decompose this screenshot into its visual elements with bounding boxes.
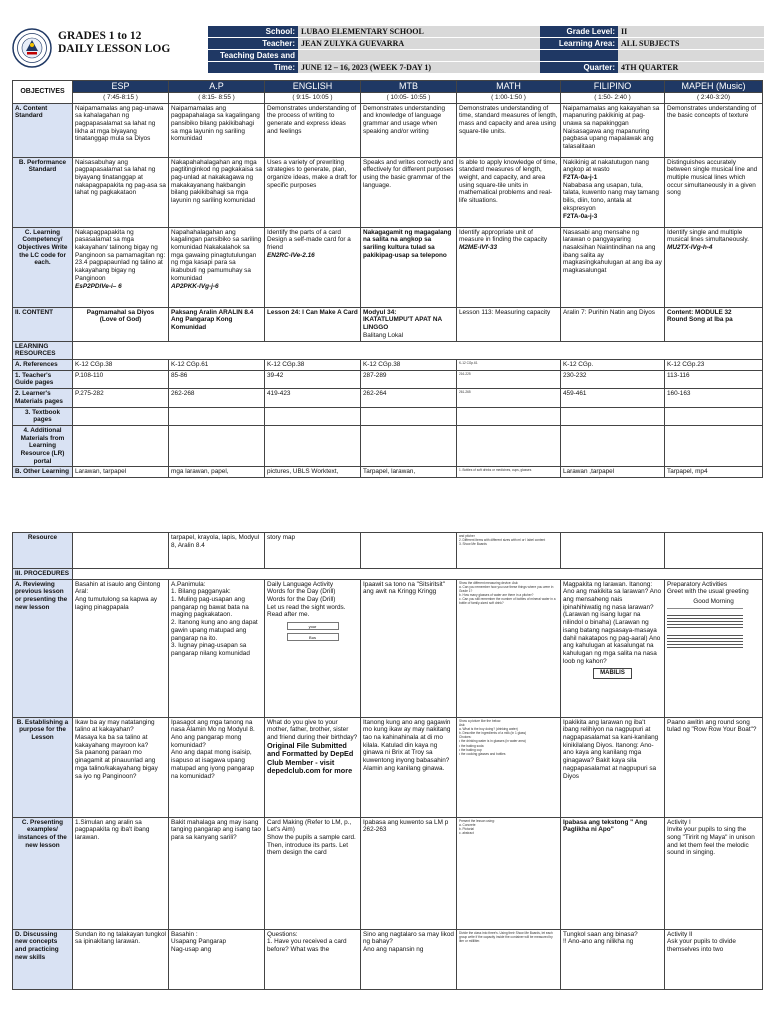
cell: pictures, UBLS Worktext,: [265, 467, 361, 478]
cell: [265, 227, 361, 307]
cell: [561, 407, 665, 425]
cell: Larawan, tarpapel: [73, 467, 169, 478]
word-box: MABILIS: [593, 668, 632, 679]
cell: [169, 407, 265, 425]
row-label: B. Performance Standard: [13, 157, 73, 227]
objectives-header: OBJECTIVES: [13, 81, 73, 104]
school-label: School:: [208, 26, 298, 38]
cell: story map: [265, 533, 361, 569]
cell: Demonstrates understanding of the basic concepts of texture: [665, 103, 763, 157]
cell: 261-265: [457, 389, 561, 407]
discussing-row: [13, 929, 763, 989]
cell: [561, 157, 665, 227]
cell: [561, 227, 665, 307]
cell: [561, 425, 665, 466]
row-label: Resource: [13, 533, 73, 569]
content-row: [13, 307, 763, 341]
lesson-table-bottom: [12, 532, 763, 990]
cell: [665, 407, 763, 425]
cell: K-12 CGp.38: [265, 360, 361, 371]
row-label: 4. Additional Materials from Learning Resource (LR) portal: [13, 425, 73, 466]
row-label: B. Establishing a purpose for the Lesson: [13, 717, 73, 817]
source-credit: Original File Submitted and Formatted by DepEd Club Member - visit depedclub.com for more: [267, 740, 354, 775]
additional-materials-row: [13, 425, 763, 466]
grade-spacer-value: [618, 50, 764, 62]
subject-math: MATH: [457, 81, 561, 93]
subject-english: ENGLISH: [265, 81, 361, 93]
fil-standard-1: Nakikinig at nakatutugon nang angkop at wasto: [563, 158, 649, 174]
time-mapeh: ( 2:40-3:20): [665, 93, 763, 104]
content-title: Modyul 34: IKATATLUMPU'T APAT NA LINGGO: [363, 308, 442, 332]
subject-mapeh: MAPEH (Music): [665, 81, 763, 93]
cell: [73, 569, 763, 580]
row-label: B. Other Learning: [13, 467, 73, 478]
fil-review-text: Magpakita ng larawan. Itanong: Ano ang makikita sa larawan? Ano ang mensaheng nais ipinahihiwatig ng nasa larawan? (Larawan ng isang lugar na nilindol o binaha) (Larawan ng isang batang nagsasaya-masaya dahil nakatapos ng pag-aaral) Ano ang kahulugan at kasalungat na kahulugan ng mga salita na nasa loob ng kahon?: [563, 580, 662, 665]
establishing-row: [13, 717, 763, 817]
cell: Ipabasa ang tekstong " Ang Paglikha ni Apo": [561, 817, 665, 929]
fil-code-2: F2TA-0a-j-3: [563, 212, 598, 220]
row-label: D. Discussing new concepts and practicing new skills: [13, 929, 73, 989]
row-label: 3. Textbook pages: [13, 407, 73, 425]
cell: Lesson 24: I Can Make A Card: [265, 307, 361, 341]
cell: Aralin 7: Purihin Natin ang Diyos: [561, 307, 665, 341]
row-label: II. CONTENT: [13, 307, 73, 341]
cell: P.275-282: [73, 389, 169, 407]
subject-esp: ESP: [73, 81, 169, 93]
lesson-log-header: [12, 26, 760, 74]
title-grades: GRADES 1 to 12: [58, 30, 142, 42]
cell: Demonstrates understanding and knowledge of language grammar and usage when speaking and/or writing: [361, 103, 457, 157]
row-label: LEARNING RESOURCES: [13, 341, 73, 359]
lm-pages-row: [13, 389, 763, 407]
subject-ap: A.P: [169, 81, 265, 93]
cell: Naisasabuhay ang pagpapasalamat sa lahat ng biyayang tinatanggap at nakapagpapakita ng pag-asa sa lahat ng pagkakataon: [73, 157, 169, 227]
fil-code-1: F2TA-0a-j-1: [563, 174, 598, 182]
row-label: A. Content Standard: [13, 103, 73, 157]
cell: [561, 533, 665, 569]
word-box-wrap: [563, 665, 662, 679]
cell: Nakapahahalagahan ang mga pagtitinginkod ng pagkakaisa sa pag-unlad at nakakagawa ng makakayanang hakbangin bilang pakikibahagi sa mga layunin ng sariling komunidad: [169, 157, 265, 227]
competency-text: Nasasabi ang mensahe ng larawan o pangyayaring nasaksihan Naiintindihan na ang ibang salita ay magkasingkahulugan at ang iba ay magkasalungat: [563, 228, 662, 275]
cell: Card Making (Refer to LM, p., Let's Aim) Show the pupils a sample card. Then, introduce its parts. Let them design the card: [265, 817, 361, 929]
cell: Tarpapel, larawan,: [361, 467, 457, 478]
cell: Divide the class into three's. Using their Show Me Boards, let each group write if the capacity inside the container will be measured by liter or milliliter.: [457, 929, 561, 989]
cell: 1. Bottles of soft drinks or medicines, cups, glasses: [457, 467, 561, 478]
cell: 85-86: [169, 370, 265, 388]
cell: A.Panimula: 1. Bilang pagganyak: 1. Muling pag-usapan ang pangarap ng bawat bata na maging pagkakataon. 2. Itanong kung ano ang dapat gawin upang matupad ang pangarap na ito. 3. Iugnay pinag-usapan sa pangarap nilang komunidad: [169, 579, 265, 717]
cell: Show a picture like the below. Ask: a. What is the boy doing? (drinking water) b. Describe the ingredients of a milk (in 1 glass) Choices: • the drinking water is in glasses (in water area) • the baking soda • the baking cup • the cooking glasses and bottles: [457, 717, 561, 817]
cell: [665, 227, 763, 307]
header-info-grid: [208, 26, 764, 74]
grade-spacer: [540, 50, 618, 62]
time-english: ( 9:15- 10:05 ): [265, 93, 361, 104]
cell: Present the lesson using: a. Concrete b. Pictorial c. abstract: [457, 817, 561, 929]
cell: [457, 407, 561, 425]
subject-filipino: FILIPINO: [561, 81, 665, 93]
grade-label: Grade Level:: [540, 26, 618, 38]
cell: Tungkol saan ang binasa? !! Ano-ano ang nilikha ng: [561, 929, 665, 989]
cell: K-12 CGp.23: [665, 360, 763, 371]
lc-code: M2ME-IVf-33: [459, 244, 497, 252]
cell: Basahin : Usapang Pangarap Nag-usap ang: [169, 929, 265, 989]
song-title: Good Morning: [693, 598, 734, 606]
content-sub: Balitang Lokal: [363, 331, 404, 339]
cell: Bakit mahalaga ang may isang tanging pangarap ang isang tao para sa kanyang sarili?: [169, 817, 265, 929]
lc-code: EsP2PDIVe-i– 6: [75, 282, 122, 290]
cell: 160-163: [665, 389, 763, 407]
content-standard-row: [13, 103, 763, 157]
cell: Paano awitin ang round song tulad ng "Row Row Your Boat"?: [665, 717, 763, 817]
cell: [457, 425, 561, 466]
cell: [73, 533, 169, 569]
fil-standard-2: Nababasa ang usapan, tula, talata, kuwento nang may tamang bilis, diin, tono, antala at ekspresyon: [563, 181, 659, 212]
performance-standard-row: [13, 157, 763, 227]
music-sheet-icon: [667, 608, 743, 652]
cell: Is able to apply knowledge of time, standard measures of length, weight, and capacity, and area using square-tile units in mathematical problems and real-life situations.: [457, 157, 561, 227]
eng-review-text: Daily Language Activity Words for the Day (Drill) Words for the Day (Drill) Let us read the sight words. Read after me.: [267, 580, 346, 619]
cell: Distinguishes accurately between single musical line and multiple musical lines which occur simultaneously in a given song: [665, 157, 763, 227]
cell: Pagmamahal sa Diyos (Love of God): [73, 307, 169, 341]
grade-value: II: [618, 26, 764, 38]
cell: Tarpapel, mp4: [665, 467, 763, 478]
lesson-table-top: [12, 80, 763, 478]
row-label: III. PROCEDURES: [13, 569, 73, 580]
cell: Paksang Aralin ARALIN 8.4 Ang Pangarap Kong Komunidad: [169, 307, 265, 341]
row-label: 2. Learner's Materials pages: [13, 389, 73, 407]
learning-resources-row: [13, 341, 763, 359]
cell: Naipamamalas ang kakayahan sa mapanuring pakikinig at pag-unawa sa napakinggan Naisasagawa ang mapanuring pagbasa upang mapalawak ang talasalitaan: [561, 103, 665, 157]
competency-text: Identify single and multiple musical lines simultaneously.: [667, 228, 749, 244]
competency-text: Identify appropriate unit of measure in finding the capacity: [459, 228, 548, 244]
cell: Lesson 113: Measuring capacity: [457, 307, 561, 341]
cell: [361, 227, 457, 307]
cell: K-12 CGp.61: [169, 360, 265, 371]
cell: 459-461: [561, 389, 665, 407]
row-label: 1. Teacher's Guide pages: [13, 370, 73, 388]
cell: 1.Simulan ang aralin sa pagpapakita ng iba't ibang larawan.: [73, 817, 169, 929]
row-label: A. Reviewing previous lesson or presenting the new lesson: [13, 579, 73, 717]
cell: K-12 CGp.: [561, 360, 665, 371]
competency-text: Nakapagpapakita ng pasasalamat sa mga kakayahan/ talinong bigay ng Panginoon sa pamamagitan ng: 23.4 pagpapaunlad ng talino at kakayahang bigay ng Panginoon: [75, 228, 166, 282]
cell: 113-116: [665, 370, 763, 388]
cell: Show the different measuring device: Ask: a. Can you remember how you use these things where you were in Grade 1? b. How many glasses of water are there in a pitcher? c. Can you still remember the number of bottles of mineral water in a bottle of family-sized soft drink?: [457, 579, 561, 717]
school-value: LUBAO ELEMENTARY SCHOOL: [298, 26, 540, 38]
cell: [169, 425, 265, 466]
procedures-row: [13, 569, 763, 580]
lc-code: MU2TX-IVg-h-4: [667, 244, 713, 252]
cell: [665, 533, 763, 569]
cell: [665, 425, 763, 466]
time-esp: ( 7:45-8:15 ): [73, 93, 169, 104]
deped-seal-icon: [12, 28, 52, 68]
row-label: C. Presenting examples/ instances of the new lesson: [13, 817, 73, 929]
time-math: ( 1:00-1:50 ): [457, 93, 561, 104]
cell: Naipamamalas ang pagpapahalaga sa kagalingang pansibiko bilang pakikibahagi sa mga layunin ng sariling komunidad: [169, 103, 265, 157]
cell: 230-232: [561, 370, 665, 388]
cell: 262-264: [361, 389, 457, 407]
teacher-value: JEAN ZULYKA GUEVARRA: [298, 38, 540, 50]
cell: [561, 579, 665, 717]
dates-label: Teaching Dates and: [208, 50, 298, 62]
cell: [265, 407, 361, 425]
textbook-row: [13, 407, 763, 425]
time-row: [13, 93, 763, 104]
row-label: C. Learning Competency/ Objectives Write the LC code for each.: [13, 227, 73, 307]
cell: Uses a variety of prewriting strategies to generate, plan, organize ideas, make a draft for specific purposes: [265, 157, 361, 227]
cell: [361, 307, 457, 341]
cell: [265, 579, 361, 717]
area-value: ALL SUBJECTS: [618, 38, 764, 50]
cell: Activity II Ask your pupils to divide themselves into two: [665, 929, 763, 989]
cell: Ikaw ba ay may natatanging talino at kakayahan? Masaya ka ba sa talino at kakayahang mayroon ka? Sa paanong paraan mo ginagamit at pinauunlad ang mga talino/kakayahang bigay sa iyo ng Panginoon?: [73, 717, 169, 817]
sight-word-card: Bus: [287, 633, 339, 641]
eng-purpose-text: What do you give to your mother, father, brother, sister and friend during their birthday?: [267, 718, 358, 742]
competency-text: Nakagagamit ng magagalang na salita na angkop sa sariling kultura tulad sa pakikipag-usap sa telepono: [363, 228, 452, 259]
cell: tarpapel, krayola, lapis, Modyul 8, Aralin 8.4: [169, 533, 265, 569]
cell: Sino ang nagtalaro sa may likod ng bahay? Ano ang napansin ng: [361, 929, 457, 989]
cell: 39-42: [265, 370, 361, 388]
cell: Naipamamalas ang pag-unawa sa kahalagahan ng pagpapasalamat sa lahat ng likha at mga biyayang tinatanggap mula sa Diyos: [73, 103, 169, 157]
subject-header-row: [13, 81, 763, 93]
cell: [361, 425, 457, 466]
other-resources-cont-row: [13, 533, 763, 569]
reviewing-row: [13, 579, 763, 717]
time-ap: ( 8:15- 8:55 ): [169, 93, 265, 104]
time-mtb: ( 10:05- 10:55 ): [361, 93, 457, 104]
cell: [665, 579, 763, 717]
cell: [361, 407, 457, 425]
cell: [73, 407, 169, 425]
cell: K-12 CGp.38: [73, 360, 169, 371]
cell: Demonstrates understanding of time, standard measures of length, mass and capacity and area using square-tile units.: [457, 103, 561, 157]
cell: [73, 425, 169, 466]
title-dll: DAILY LESSON LOG: [58, 43, 171, 56]
quarter-value: 4TH QUARTER: [618, 62, 764, 74]
cell: [169, 227, 265, 307]
cell: [457, 227, 561, 307]
document-title: [58, 30, 170, 56]
cell: Ipakikita ang larawan ng iba't ibang relihiyon na nagpupuri at nagpapasalamat sa kani-kanilang kinikilalang Diyos. Itanong: Ano-ano kaya ang kanilang mga ginagawa? Bakit kaya sila nagpapasalamat at nagpupuri sa Diyos: [561, 717, 665, 817]
cell: Content: MODULE 32 Round Song at Iba pa: [665, 307, 763, 341]
mapeh-review-text: Preparatory Activities Greet with the usual greeting: [667, 580, 749, 596]
area-label: Learning Area:: [540, 38, 618, 50]
subject-mtb: MTB: [361, 81, 457, 93]
references-row: [13, 360, 763, 371]
dates-value: JUNE 12 – 16, 2023 (WEEK 7-DAY 1): [298, 62, 540, 74]
cell: Ipasagot ang mga tanong na nasa Alamin Mo ng Modyul 8. Ano ang pangarap mong komunidad? Ano ang dapat mong isaisip, isapuso at isagawa upang matupad ang iyong pangarap na komunidad?: [169, 717, 265, 817]
cell: Speaks and writes correctly and effectively for different purposes using the basic grammar of the language.: [361, 157, 457, 227]
lc-code: AP2PKK-IVg-j-6: [171, 282, 219, 290]
cell: [265, 717, 361, 817]
cell: 287-289: [361, 370, 457, 388]
cell: K-12 CGp.61: [457, 360, 561, 371]
presenting-row: [13, 817, 763, 929]
cell: Itanong kung ano ang gagawin mo kung ikaw ay may nakitang tao na kahinahinala at di mo kilala. Katulad din kaya ng ginawa ni Brix at Troy sa kuwentong inyong babasahin? Alamin ang kanilang ginawa.: [361, 717, 457, 817]
teacher-label: Teacher:: [208, 38, 298, 50]
cell: [73, 227, 169, 307]
competency-text: Napahahalagahan ang kagalingan pansibiko sa sariling komunidad Nakakalahok sa mga gawaing pinagtutulungan ng mga kasapi para sa ikabubuti ng pamumuhay sa komunidad: [171, 228, 262, 282]
other-resources-row: [13, 467, 763, 478]
cell: Demonstrates understanding of the process of writing to generate and express ideas and feelings: [265, 103, 361, 157]
lc-code: EN2RC-IVe-2.16: [267, 251, 315, 259]
time-label: Time:: [208, 62, 298, 74]
cell: Larawan ,tarpapel: [561, 467, 665, 478]
quarter-label: Quarter:: [540, 62, 618, 74]
cell: Ipabasa ang kuwento sa LM p 262-263: [361, 817, 457, 929]
row-label: A. References: [13, 360, 73, 371]
cell: [265, 425, 361, 466]
cell: Questions: 1. Have you received a card before? What was the: [265, 929, 361, 989]
cell: [361, 533, 457, 569]
cell: 262-268: [169, 389, 265, 407]
cell: [73, 341, 763, 359]
cell: Basahin at isaulo ang Gintong Aral: Ang tumutulong sa kapwa ay laging pinagpapala: [73, 579, 169, 717]
dates-spacer: [298, 50, 540, 62]
tg-pages-row: [13, 370, 763, 388]
competencies-row: [13, 227, 763, 307]
cell: 419-423: [265, 389, 361, 407]
cell: 216-225: [457, 370, 561, 388]
cell: Sundan ito ng talakayan tungkol sa ipinakitang larawan.: [73, 929, 169, 989]
cell: Activity I Invite your pupils to sing the song "Tiririt ng Maya" in unison and let them feel the melodic sound in singing.: [665, 817, 763, 929]
cell: Ipaawit sa tono na "Sitsiritsit" ang awit na Kringg Kringg: [361, 579, 457, 717]
competency-text: Identify the parts of a card Design a self-made card for a friend: [267, 228, 351, 252]
cell: mga larawan, papel,: [169, 467, 265, 478]
cell: K-12 CGp.38: [361, 360, 457, 371]
time-filipino: ( 1:50- 2:40 ): [561, 93, 665, 104]
sight-word-card: your: [287, 622, 339, 630]
cell: P.108-110: [73, 370, 169, 388]
cell: and pitcher 2. Different items with different sizes with ml or l label content 3. Show Me Boards: [457, 533, 561, 569]
